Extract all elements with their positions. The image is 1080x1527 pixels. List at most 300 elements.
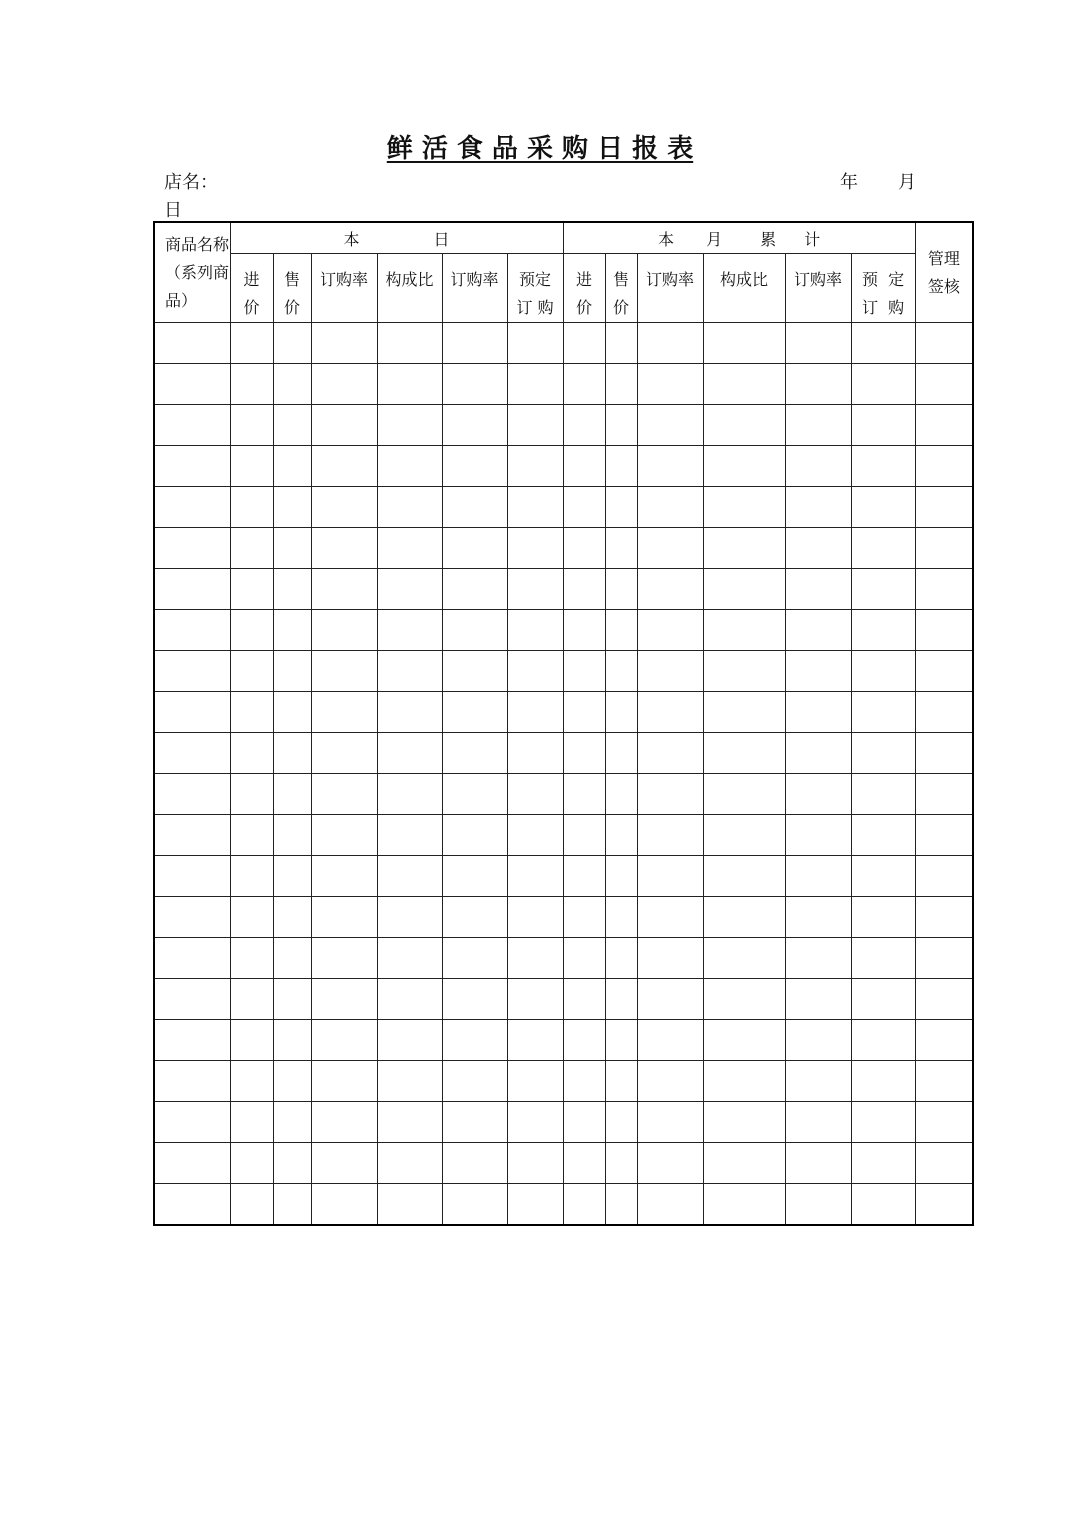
table-cell[interactable] — [154, 364, 230, 405]
table-cell[interactable] — [507, 897, 563, 938]
table-cell[interactable] — [507, 323, 563, 364]
table-cell[interactable] — [507, 733, 563, 774]
table-cell[interactable] — [230, 364, 273, 405]
table-cell[interactable] — [507, 405, 563, 446]
table-cell[interactable] — [377, 1102, 442, 1143]
table-cell[interactable] — [785, 733, 851, 774]
table-cell[interactable] — [851, 1061, 915, 1102]
table-cell[interactable] — [785, 1184, 851, 1226]
table-cell[interactable] — [442, 528, 507, 569]
table-cell[interactable] — [915, 610, 973, 651]
table-cell[interactable] — [563, 692, 605, 733]
table-cell[interactable] — [563, 528, 605, 569]
table-cell[interactable] — [851, 897, 915, 938]
table-cell[interactable] — [507, 446, 563, 487]
table-cell[interactable] — [785, 405, 851, 446]
table-cell[interactable] — [703, 733, 785, 774]
table-cell[interactable] — [703, 487, 785, 528]
table-cell[interactable] — [230, 938, 273, 979]
table-cell[interactable] — [637, 733, 703, 774]
table-cell[interactable] — [273, 1061, 311, 1102]
table-cell[interactable] — [311, 1102, 377, 1143]
table-cell[interactable] — [637, 528, 703, 569]
table-cell[interactable] — [230, 979, 273, 1020]
table-cell[interactable] — [563, 1020, 605, 1061]
table-cell[interactable] — [703, 1020, 785, 1061]
table-cell[interactable] — [703, 856, 785, 897]
table-cell[interactable] — [154, 323, 230, 364]
table-cell[interactable] — [273, 487, 311, 528]
table-cell[interactable] — [605, 528, 637, 569]
table-cell[interactable] — [637, 1184, 703, 1226]
table-cell[interactable] — [605, 1102, 637, 1143]
table-cell[interactable] — [273, 610, 311, 651]
table-cell[interactable] — [563, 1102, 605, 1143]
table-cell[interactable] — [703, 979, 785, 1020]
table-cell[interactable] — [154, 774, 230, 815]
table-cell[interactable] — [605, 1143, 637, 1184]
table-cell[interactable] — [311, 692, 377, 733]
table-cell[interactable] — [563, 569, 605, 610]
table-cell[interactable] — [563, 979, 605, 1020]
table-cell[interactable] — [154, 1102, 230, 1143]
table-cell[interactable] — [785, 446, 851, 487]
table-cell[interactable] — [507, 610, 563, 651]
table-cell[interactable] — [785, 774, 851, 815]
table-cell[interactable] — [915, 733, 973, 774]
table-cell[interactable] — [442, 692, 507, 733]
table-cell[interactable] — [377, 692, 442, 733]
table-cell[interactable] — [785, 1061, 851, 1102]
table-cell[interactable] — [605, 979, 637, 1020]
table-cell[interactable] — [563, 938, 605, 979]
table-cell[interactable] — [230, 1061, 273, 1102]
table-cell[interactable] — [703, 938, 785, 979]
table-cell[interactable] — [915, 815, 973, 856]
table-cell[interactable] — [442, 323, 507, 364]
table-cell[interactable] — [273, 856, 311, 897]
table-cell[interactable] — [230, 487, 273, 528]
table-cell[interactable] — [915, 1061, 973, 1102]
table-cell[interactable] — [273, 364, 311, 405]
table-cell[interactable] — [785, 1020, 851, 1061]
table-cell[interactable] — [377, 1061, 442, 1102]
table-cell[interactable] — [442, 1184, 507, 1226]
table-cell[interactable] — [703, 815, 785, 856]
table-cell[interactable] — [230, 774, 273, 815]
table-cell[interactable] — [311, 364, 377, 405]
table-cell[interactable] — [785, 487, 851, 528]
table-cell[interactable] — [703, 446, 785, 487]
table-cell[interactable] — [605, 446, 637, 487]
table-cell[interactable] — [154, 692, 230, 733]
table-cell[interactable] — [377, 856, 442, 897]
table-cell[interactable] — [563, 1061, 605, 1102]
table-cell[interactable] — [785, 938, 851, 979]
table-cell[interactable] — [154, 979, 230, 1020]
table-cell[interactable] — [915, 651, 973, 692]
table-cell[interactable] — [377, 446, 442, 487]
table-cell[interactable] — [154, 569, 230, 610]
table-cell[interactable] — [851, 1143, 915, 1184]
table-cell[interactable] — [273, 1143, 311, 1184]
table-cell[interactable] — [851, 938, 915, 979]
table-cell[interactable] — [507, 1020, 563, 1061]
table-cell[interactable] — [442, 610, 507, 651]
table-cell[interactable] — [442, 856, 507, 897]
table-cell[interactable] — [273, 1020, 311, 1061]
table-cell[interactable] — [377, 815, 442, 856]
table-cell[interactable] — [377, 1020, 442, 1061]
table-cell[interactable] — [703, 692, 785, 733]
table-cell[interactable] — [311, 446, 377, 487]
table-cell[interactable] — [377, 938, 442, 979]
table-cell[interactable] — [311, 1184, 377, 1226]
table-cell[interactable] — [915, 1143, 973, 1184]
table-cell[interactable] — [230, 610, 273, 651]
table-cell[interactable] — [273, 1184, 311, 1226]
table-cell[interactable] — [785, 528, 851, 569]
table-cell[interactable] — [851, 1184, 915, 1226]
table-cell[interactable] — [507, 938, 563, 979]
table-cell[interactable] — [851, 364, 915, 405]
table-cell[interactable] — [851, 610, 915, 651]
table-cell[interactable] — [703, 651, 785, 692]
table-cell[interactable] — [637, 1061, 703, 1102]
table-cell[interactable] — [311, 1020, 377, 1061]
table-cell[interactable] — [915, 528, 973, 569]
table-cell[interactable] — [637, 487, 703, 528]
table-cell[interactable] — [154, 405, 230, 446]
table-cell[interactable] — [311, 569, 377, 610]
table-cell[interactable] — [377, 1184, 442, 1226]
table-cell[interactable] — [442, 897, 507, 938]
table-cell[interactable] — [851, 487, 915, 528]
table-cell[interactable] — [507, 979, 563, 1020]
table-cell[interactable] — [311, 487, 377, 528]
table-cell[interactable] — [915, 1020, 973, 1061]
table-cell[interactable] — [637, 323, 703, 364]
table-cell[interactable] — [851, 774, 915, 815]
table-cell[interactable] — [605, 774, 637, 815]
table-cell[interactable] — [507, 528, 563, 569]
table-cell[interactable] — [442, 651, 507, 692]
table-cell[interactable] — [230, 651, 273, 692]
table-cell[interactable] — [605, 1184, 637, 1226]
table-cell[interactable] — [311, 897, 377, 938]
table-cell[interactable] — [703, 897, 785, 938]
table-cell[interactable] — [703, 323, 785, 364]
table-cell[interactable] — [507, 774, 563, 815]
table-cell[interactable] — [442, 487, 507, 528]
table-cell[interactable] — [507, 1061, 563, 1102]
table-cell[interactable] — [637, 897, 703, 938]
table-cell[interactable] — [230, 692, 273, 733]
table-cell[interactable] — [851, 323, 915, 364]
table-cell[interactable] — [637, 815, 703, 856]
table-cell[interactable] — [311, 405, 377, 446]
table-cell[interactable] — [311, 979, 377, 1020]
table-cell[interactable] — [915, 856, 973, 897]
table-cell[interactable] — [637, 692, 703, 733]
table-cell[interactable] — [230, 1184, 273, 1226]
table-cell[interactable] — [442, 733, 507, 774]
table-cell[interactable] — [703, 364, 785, 405]
table-cell[interactable] — [851, 733, 915, 774]
table-cell[interactable] — [703, 569, 785, 610]
table-cell[interactable] — [377, 323, 442, 364]
table-cell[interactable] — [230, 528, 273, 569]
table-cell[interactable] — [563, 733, 605, 774]
table-cell[interactable] — [230, 856, 273, 897]
table-cell[interactable] — [851, 446, 915, 487]
table-cell[interactable] — [563, 897, 605, 938]
table-cell[interactable] — [703, 774, 785, 815]
table-cell[interactable] — [703, 528, 785, 569]
table-cell[interactable] — [637, 774, 703, 815]
table-cell[interactable] — [230, 1102, 273, 1143]
table-cell[interactable] — [377, 487, 442, 528]
table-cell[interactable] — [377, 405, 442, 446]
table-cell[interactable] — [273, 651, 311, 692]
table-cell[interactable] — [605, 487, 637, 528]
table-cell[interactable] — [851, 856, 915, 897]
table-cell[interactable] — [442, 1061, 507, 1102]
table-cell[interactable] — [605, 938, 637, 979]
table-cell[interactable] — [703, 1143, 785, 1184]
table-cell[interactable] — [507, 1102, 563, 1143]
table-cell[interactable] — [311, 815, 377, 856]
table-cell[interactable] — [637, 651, 703, 692]
table-cell[interactable] — [154, 1020, 230, 1061]
table-cell[interactable] — [851, 651, 915, 692]
table-cell[interactable] — [637, 1020, 703, 1061]
table-cell[interactable] — [851, 405, 915, 446]
table-cell[interactable] — [785, 651, 851, 692]
table-cell[interactable] — [785, 1102, 851, 1143]
table-cell[interactable] — [605, 610, 637, 651]
table-cell[interactable] — [507, 364, 563, 405]
table-cell[interactable] — [851, 528, 915, 569]
table-cell[interactable] — [377, 610, 442, 651]
table-cell[interactable] — [442, 938, 507, 979]
table-cell[interactable] — [230, 569, 273, 610]
table-cell[interactable] — [273, 692, 311, 733]
table-cell[interactable] — [563, 815, 605, 856]
table-cell[interactable] — [785, 610, 851, 651]
table-cell[interactable] — [851, 692, 915, 733]
table-cell[interactable] — [605, 856, 637, 897]
table-cell[interactable] — [563, 323, 605, 364]
table-cell[interactable] — [563, 856, 605, 897]
table-cell[interactable] — [507, 1184, 563, 1226]
table-cell[interactable] — [563, 651, 605, 692]
table-cell[interactable] — [230, 1143, 273, 1184]
table-cell[interactable] — [785, 979, 851, 1020]
table-cell[interactable] — [273, 569, 311, 610]
table-cell[interactable] — [442, 1143, 507, 1184]
table-cell[interactable] — [637, 405, 703, 446]
table-cell[interactable] — [563, 610, 605, 651]
table-cell[interactable] — [507, 569, 563, 610]
table-cell[interactable] — [637, 1102, 703, 1143]
table-cell[interactable] — [230, 446, 273, 487]
table-cell[interactable] — [605, 364, 637, 405]
table-cell[interactable] — [605, 815, 637, 856]
table-cell[interactable] — [154, 938, 230, 979]
table-cell[interactable] — [154, 1143, 230, 1184]
table-cell[interactable] — [442, 569, 507, 610]
table-cell[interactable] — [637, 1143, 703, 1184]
table-cell[interactable] — [377, 774, 442, 815]
table-cell[interactable] — [442, 446, 507, 487]
table-cell[interactable] — [637, 364, 703, 405]
table-cell[interactable] — [377, 364, 442, 405]
table-cell[interactable] — [273, 405, 311, 446]
table-cell[interactable] — [637, 856, 703, 897]
table-cell[interactable] — [703, 610, 785, 651]
table-cell[interactable] — [605, 569, 637, 610]
table-cell[interactable] — [637, 979, 703, 1020]
table-cell[interactable] — [915, 692, 973, 733]
table-cell[interactable] — [563, 1184, 605, 1226]
table-cell[interactable] — [851, 1102, 915, 1143]
table-cell[interactable] — [605, 692, 637, 733]
table-cell[interactable] — [230, 897, 273, 938]
table-cell[interactable] — [230, 1020, 273, 1061]
table-cell[interactable] — [273, 979, 311, 1020]
table-cell[interactable] — [377, 733, 442, 774]
table-cell[interactable] — [785, 569, 851, 610]
table-cell[interactable] — [230, 733, 273, 774]
table-cell[interactable] — [311, 774, 377, 815]
table-cell[interactable] — [563, 487, 605, 528]
table-cell[interactable] — [377, 528, 442, 569]
table-cell[interactable] — [915, 1184, 973, 1226]
table-cell[interactable] — [154, 1061, 230, 1102]
table-cell[interactable] — [915, 487, 973, 528]
table-cell[interactable] — [851, 815, 915, 856]
table-cell[interactable] — [377, 979, 442, 1020]
table-cell[interactable] — [915, 323, 973, 364]
table-cell[interactable] — [154, 1184, 230, 1226]
table-cell[interactable] — [273, 938, 311, 979]
table-cell[interactable] — [915, 897, 973, 938]
table-cell[interactable] — [605, 323, 637, 364]
table-cell[interactable] — [785, 323, 851, 364]
table-cell[interactable] — [563, 364, 605, 405]
table-cell[interactable] — [154, 651, 230, 692]
table-cell[interactable] — [507, 651, 563, 692]
table-cell[interactable] — [311, 610, 377, 651]
table-cell[interactable] — [154, 733, 230, 774]
table-cell[interactable] — [915, 774, 973, 815]
table-cell[interactable] — [311, 323, 377, 364]
table-cell[interactable] — [785, 692, 851, 733]
table-cell[interactable] — [915, 405, 973, 446]
table-cell[interactable] — [311, 733, 377, 774]
table-cell[interactable] — [915, 938, 973, 979]
table-cell[interactable] — [273, 1102, 311, 1143]
table-cell[interactable] — [311, 1061, 377, 1102]
table-cell[interactable] — [703, 1184, 785, 1226]
table-cell[interactable] — [154, 856, 230, 897]
table-cell[interactable] — [703, 1102, 785, 1143]
table-cell[interactable] — [703, 1061, 785, 1102]
table-cell[interactable] — [637, 938, 703, 979]
table-cell[interactable] — [230, 405, 273, 446]
table-cell[interactable] — [785, 815, 851, 856]
table-cell[interactable] — [605, 1061, 637, 1102]
table-cell[interactable] — [563, 1143, 605, 1184]
table-cell[interactable] — [230, 323, 273, 364]
table-cell[interactable] — [273, 528, 311, 569]
table-cell[interactable] — [442, 364, 507, 405]
table-cell[interactable] — [785, 897, 851, 938]
table-cell[interactable] — [637, 569, 703, 610]
table-cell[interactable] — [785, 364, 851, 405]
table-cell[interactable] — [311, 651, 377, 692]
table-cell[interactable] — [311, 528, 377, 569]
table-cell[interactable] — [377, 897, 442, 938]
table-cell[interactable] — [273, 446, 311, 487]
table-cell[interactable] — [154, 610, 230, 651]
table-cell[interactable] — [507, 1143, 563, 1184]
table-cell[interactable] — [273, 815, 311, 856]
table-cell[interactable] — [563, 446, 605, 487]
table-cell[interactable] — [442, 774, 507, 815]
table-cell[interactable] — [273, 897, 311, 938]
table-cell[interactable] — [154, 446, 230, 487]
table-cell[interactable] — [507, 692, 563, 733]
table-cell[interactable] — [377, 569, 442, 610]
table-cell[interactable] — [377, 1143, 442, 1184]
table-cell[interactable] — [230, 815, 273, 856]
table-cell[interactable] — [442, 1020, 507, 1061]
table-cell[interactable] — [703, 405, 785, 446]
table-cell[interactable] — [311, 938, 377, 979]
table-cell[interactable] — [605, 733, 637, 774]
table-cell[interactable] — [915, 364, 973, 405]
table-cell[interactable] — [311, 856, 377, 897]
table-cell[interactable] — [605, 651, 637, 692]
table-cell[interactable] — [507, 815, 563, 856]
table-cell[interactable] — [785, 856, 851, 897]
table-cell[interactable] — [442, 979, 507, 1020]
table-cell[interactable] — [154, 897, 230, 938]
table-cell[interactable] — [442, 1102, 507, 1143]
table-cell[interactable] — [915, 1102, 973, 1143]
table-cell[interactable] — [851, 1020, 915, 1061]
table-cell[interactable] — [605, 897, 637, 938]
table-cell[interactable] — [377, 651, 442, 692]
table-cell[interactable] — [507, 487, 563, 528]
table-cell[interactable] — [563, 405, 605, 446]
table-cell[interactable] — [915, 446, 973, 487]
table-cell[interactable] — [273, 733, 311, 774]
table-cell[interactable] — [851, 979, 915, 1020]
table-cell[interactable] — [273, 774, 311, 815]
table-cell[interactable] — [915, 569, 973, 610]
table-cell[interactable] — [154, 487, 230, 528]
table-cell[interactable] — [154, 528, 230, 569]
table-cell[interactable] — [605, 405, 637, 446]
table-cell[interactable] — [442, 815, 507, 856]
table-cell[interactable] — [605, 1020, 637, 1061]
table-cell[interactable] — [154, 815, 230, 856]
table-cell[interactable] — [637, 610, 703, 651]
table-cell[interactable] — [442, 405, 507, 446]
